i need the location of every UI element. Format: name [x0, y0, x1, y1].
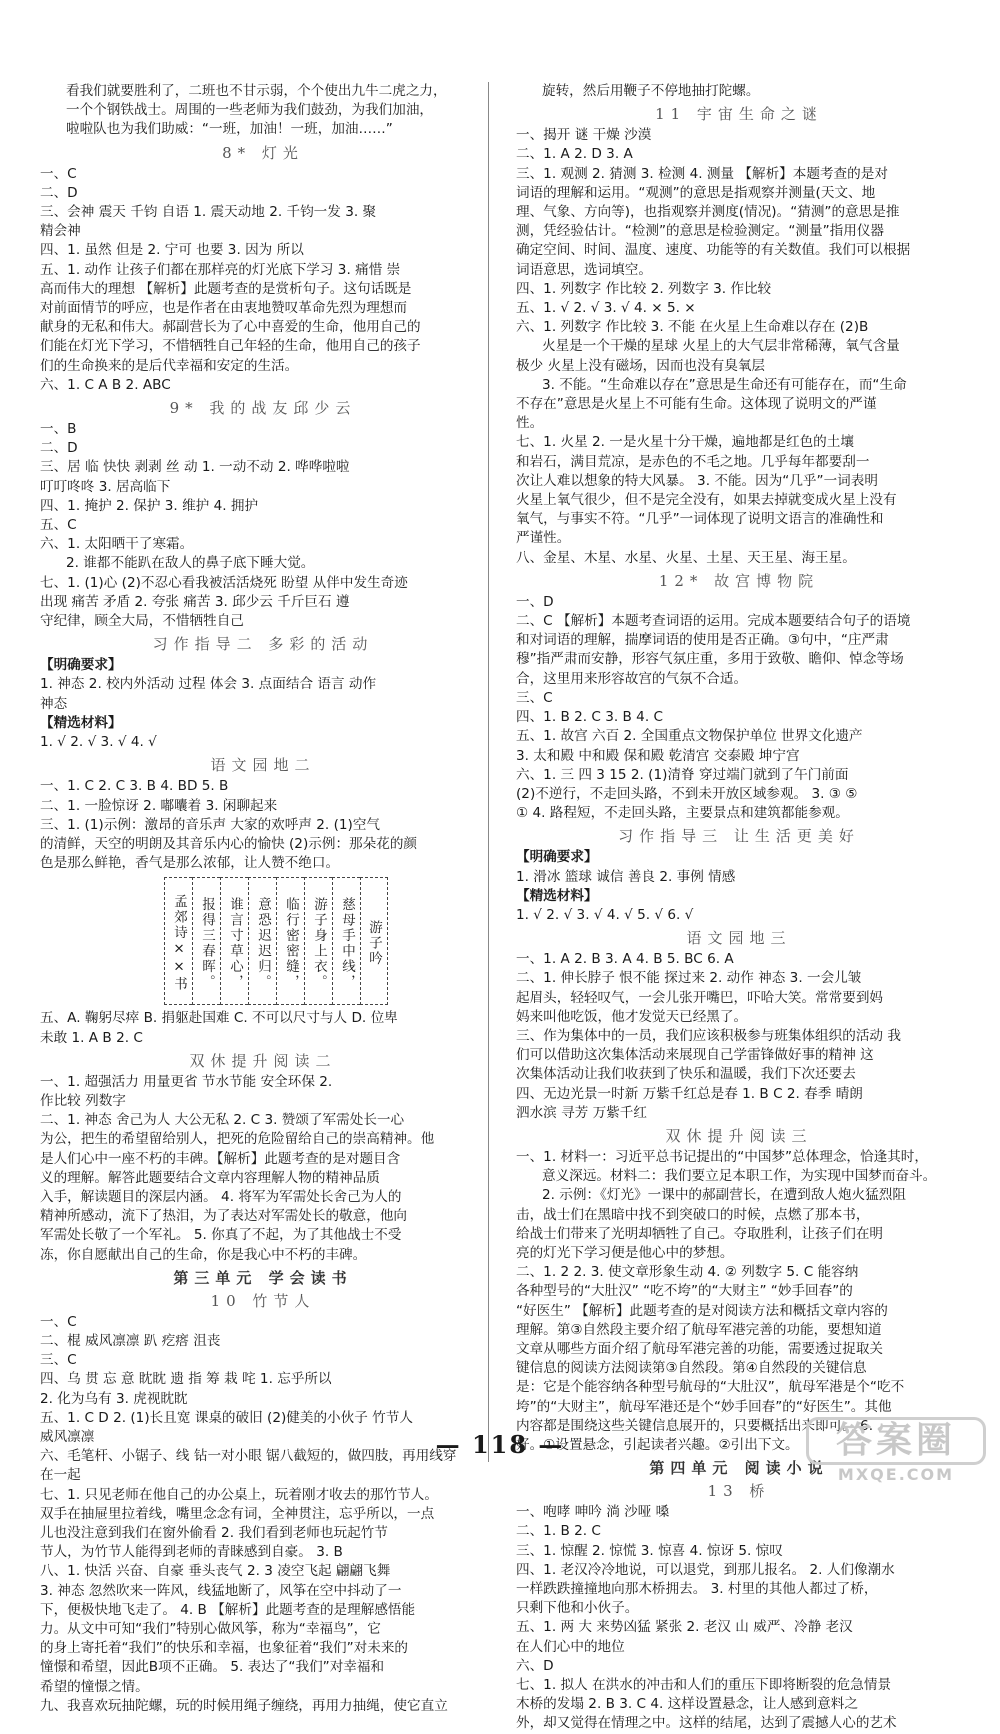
answer-line: 合，这里用来形容故宫的气氛不合适。 — [516, 670, 748, 687]
answer-line: 六、1. 列数字 作比较 3. 不能 在火星上生命难以存在 (2)B — [516, 319, 869, 336]
section-heading: 双休提升阅读三 — [665, 1126, 813, 1145]
answer-line: 四、乌 贯 忘 意 眈眈 遗 指 筹 栽 咤 1. 忘乎所以 — [40, 1371, 332, 1388]
answer-line: 二、1. 一脸惊讶 2. 嘟囔着 3. 闲聊起来 — [40, 797, 278, 814]
answer-line: 外，却又觉得在情理之中。这样的结尾，达到了震撼人心的艺术 — [516, 1715, 897, 1732]
answer-line: 四、1. 掩护 2. 保护 3. 维护 4. 拥护 — [40, 497, 259, 514]
answer-line: 节人，为竹节人能得到老师的青睐感到自豪。 3. B — [40, 1544, 343, 1561]
poem-grid — [164, 877, 486, 1005]
answer-line: 力。从文中可知“我们”特别心做风筝，称为“幸福鸟”，它 — [40, 1621, 381, 1637]
answer-line: 2. 示例：《灯光》一课中的郝副营长，在遭到敌人炮火猛烈阻 — [542, 1187, 906, 1204]
section-heading: 双休提升阅读二 — [189, 1051, 337, 1070]
answer-line: 内容都是围绕这些关键信息展开的，只要概括出来即可。 6. — [516, 1417, 874, 1434]
section-heading: 习作指导三 让生活更美好 — [618, 827, 860, 846]
answer-line: 3. 神态 忽然吹来一阵风，线猛地断了，风筝在空中抖动了一 — [40, 1582, 402, 1599]
poem-cell: 游子吟 — [360, 877, 388, 1005]
answer-line: 精神所感动，流下了热泪，为了表达对军需处长的敬意，他向 — [40, 1208, 408, 1225]
answer-line: 在人们心中的地位 — [516, 1638, 625, 1655]
answer-line: 一、1. 材料一：习近平总书记提出的“中国梦”总体理念，恰逢其时， — [516, 1148, 928, 1165]
answer-line: 一个个钢铁战士。周围的一些老师为我们鼓劲，为我们加油， — [66, 102, 434, 119]
answer-line: 是：它是个能容纳各种型号航母的“大肚汉”，航母军港是个“吃不 — [516, 1379, 905, 1396]
answer-line: 一、咆哮 呻吟 淌 沙哑 嗓 — [516, 1504, 670, 1521]
poem-cell: 临行密密缝， — [276, 877, 304, 1005]
answer-line: 双手在抽屉里拉着线，嘴里念念有词，全神贯注，忘乎所以，一点 — [40, 1505, 435, 1522]
answer-line: 七、1. 火星 2. 一是火星十分干燥，遍地都是红色的土壤 — [516, 434, 854, 451]
answer-line: 和岩石，满目荒凉，是赤色的不毛之地。几乎每年都要刮一 — [516, 453, 870, 470]
answer-line: 三、C — [40, 1352, 77, 1369]
answer-line: 起眉头，轻轻叹气，一会儿张开嘴巴，吓哈大笑。常常要到妈 — [516, 989, 884, 1006]
label-tag: 【精选材料】 — [40, 714, 122, 731]
answer-line: 意义深远。材料二：我们要立足本职工作，为实现中国梦而奋斗。 — [542, 1168, 937, 1185]
answer-line: 八、金星、木星、水星、火星、土星、天王星、海王星。 — [516, 549, 856, 566]
answer-line: 三、会神 震天 千钧 自语 1. 震天动地 2. 千钧一发 3. 聚 — [40, 204, 377, 221]
answer-line: 一、C — [40, 1313, 77, 1330]
answer-line: 四、1. 虽然 但是 2. 宁可 也要 3. 因为 所以 — [40, 242, 304, 259]
watermark-url: MXQE.COM — [837, 1465, 955, 1484]
answer-line: 们的生命换来的是后代幸福和安定的生活。 — [40, 357, 299, 374]
answer-line: 四、1. 老汉冷冷地说，可以退党，到那儿报名。 2. 人们像潮水 — [516, 1561, 895, 1578]
answer-line: 五、1. C D 2. (1)长且宽 课桌的破旧 (2)健美的小伙子 竹节人 — [40, 1409, 413, 1426]
answer-line: 守纪律，顾全大局，不惜牺牲自己 — [40, 613, 244, 630]
answer-line: 3. 太和殿 中和殿 保和殿 乾清宫 交泰殿 坤宁宫 — [516, 747, 800, 764]
answer-line: 七、1. 拟人 在洪水的冲击和人们的重压下即将断裂的危急情景 — [516, 1677, 892, 1694]
answer-line: 垮”的“大财主”，航母军港还是个“妙手回春”的“好医生”。其他 — [516, 1398, 892, 1415]
answer-line: 3. 不能。“生命难以存在”意思是生命还有可能存在，而“生命 — [542, 376, 907, 393]
answer-line: 二、1. 神态 舍己为人 大公无私 2. C 3. 赞颂了军需处长一心 — [40, 1112, 405, 1129]
answer-line: 精会神 — [40, 223, 81, 240]
label-tag: 【明确要求】 — [516, 849, 598, 866]
answer-line: 测，凭经验估计。“检测”的意思是检验测定。“测量”指用仪器 — [516, 223, 885, 240]
answer-line: 次集体活动让我们收获到了快乐和温暖，我们下次还要去 — [516, 1066, 856, 1083]
answer-line: 四、1. 列数字 作比较 2. 列数字 3. 作比较 — [516, 280, 772, 297]
answer-line: 击，战士们在黑暗中找不到突破口的时候，点燃了那本书， — [516, 1206, 870, 1223]
answer-line: 不存在”意思是火星上不可能有生命。这体现了说明文的严谨 — [516, 396, 877, 413]
answer-line: 好。①设置悬念，引起读者兴趣。②引出下文。 — [516, 1437, 799, 1453]
answer-line: 献身的无私和伟大。郝副营长为了心中喜爱的生命，他用自己的 — [40, 319, 421, 336]
answer-line: 2. 化为乌有 3. 虎视眈眈 — [40, 1390, 188, 1407]
answer-line: 冻，你自愿献出自己的生命，你是我心中不朽的丰碑。 — [40, 1246, 367, 1263]
answer-line: 旋转，然后用鞭子不停地抽打陀螺。 — [542, 83, 760, 99]
answer-line: 为公，把生的希望留给别人，把死的危险留给自己的崇高精神。他 — [40, 1131, 435, 1148]
answer-line: 三、居 临 快快 剥剥 丝 动 1. 一动不动 2. 哗哗啦啦 — [40, 459, 350, 476]
answer-line: 三、作为集体中的一员，我们应该积极参与班集体组织的活动 我 — [516, 1027, 901, 1044]
watermark-logo — [806, 1417, 986, 1483]
answer-line: 理解。第③自然段主要介绍了航母军港完善的功能，要想知道 — [516, 1321, 882, 1338]
answer-line: 火星上氧气很少，但不是完全没有，如果去掉就变成火星上没有 — [516, 492, 897, 509]
answer-line: 一、D — [516, 593, 554, 610]
answer-line: 一、1. 超强活力 用量更省 节水节能 安全环保 2. — [40, 1073, 333, 1090]
left-column — [40, 82, 486, 1716]
answer-line: 词语意思，选词填空。 — [516, 261, 652, 278]
answer-line: 四、无边光景一时新 万紫千红总是春 1. B C 2. 春季 晴朗 — [516, 1085, 863, 1102]
answer-line: 七、1. (1)心 (2)不忍心看我被活活烧死 盼望 从伴中发生奇迹 — [40, 574, 408, 591]
answer-line: 极少 火星上没有磁场，因而也没有臭氧层 — [516, 357, 766, 374]
answer-line: 三、1. 惊醒 2. 惊慌 3. 惊喜 4. 惊讶 5. 惊叹 — [516, 1542, 783, 1559]
answer-line: 一、1. C 2. C 3. B 4. BD 5. B — [40, 778, 229, 795]
answer-line: 木桥的发塌 2. B 3. C 4. 这样设置悬念，让人感到意料之 — [516, 1696, 858, 1713]
section-heading: 11 宇宙生命之谜 — [655, 105, 823, 124]
section-heading: 习作指导二 多彩的活动 — [152, 635, 374, 654]
answer-line: 和对词语的理解，揣摩词语的使用是否正确。③句中，“庄严肃 — [516, 632, 889, 649]
column-divider — [488, 82, 489, 1462]
answer-line: 六、1. C A B 2. ABC — [40, 376, 171, 393]
answer-line: 四、1. B 2. C 3. B 4. C — [516, 709, 663, 726]
page-number: — 118 — — [435, 1430, 565, 1459]
answer-line: 二、棍 威风凛凛 趴 疙瘩 沮丧 — [40, 1332, 221, 1349]
answer-line: 五、1. √ 2. √ 3. √ 4. × 5. × — [516, 300, 696, 317]
answer-line: 次让人难以想象的特大风暴。 3. 不能。因为“几乎”一词表明 — [516, 472, 878, 489]
answer-line: 高而伟大的理想 【解析】此题考查的是赏析句子。这句话既是 — [40, 280, 412, 297]
answer-line: 下，便极快地飞走了。 4. B 【解析】此题考查的是理解感悟能 — [40, 1601, 416, 1618]
answer-line: 文章从哪些方面介绍了航母军港完善的功能，需要透过捉取关 — [516, 1340, 884, 1357]
answer-line: 各种型号的“大肚汉” “吃不垮”的“大财主” “妙手回春”的 — [516, 1283, 853, 1300]
answer-line: 未敢 1. A B 2. C — [40, 1029, 143, 1046]
answer-line: (2)不逆行，不走回头路，不到未开放区域参观。 3. ③ ⑤ — [516, 785, 858, 802]
answer-line: 一、1. A 2. B 3. A 4. B 5. BC 6. A — [516, 951, 734, 968]
section-heading: 8* 灯光 — [222, 143, 304, 162]
answer-line: 二、D — [40, 184, 78, 201]
answer-line: 色是那么鲜艳，香气是那么浓郁，让人赞不绝口。 — [40, 855, 340, 872]
answer-line: 儿也没注意到我们在窗外偷看 2. 我们看到老师也玩起竹节 — [40, 1524, 388, 1541]
answer-line: 出现 痛苦 矛盾 2. 夸张 痛苦 3. 邱少云 千斤巨石 遵 — [40, 593, 350, 610]
answer-line: 义的理解。解答此题要结合文章内容理解人物的精神品质 — [40, 1169, 380, 1186]
answer-line: 键信息的阅读方法阅读第③自然段。第④自然段的关键信息 — [516, 1360, 867, 1377]
answer-line: 给战士们带来了光明却牺牲了自己。夺取胜利，让孩子们在明 — [516, 1225, 884, 1242]
poem-cell: 游子身上衣。 — [304, 877, 332, 1005]
answer-line: 二、1. B 2. C — [516, 1523, 601, 1540]
answer-line: 六、1. 三 四 3 15 2. (1)清脊 穿过端门就到了午门前面 — [516, 766, 849, 783]
answer-line: 六、1. 太阳晒干了寒霜。 — [40, 536, 194, 553]
answer-line: 2. 谁都不能趴在敌人的鼻子底下睡大觉。 — [66, 555, 315, 572]
answer-line: 是人们心中一座不朽的丰碑。【解析】此题考查的是对题目含 — [40, 1150, 401, 1167]
answer-line: 妈来叫他吃饭，他才发觉天已经黑了。 — [516, 1008, 748, 1025]
answer-line: 二、1. 伸长脖子 恨不能 探过来 2. 动作 神态 3. 一会儿皱 — [516, 970, 862, 987]
answer-line: 在一起 — [40, 1467, 81, 1484]
answer-line: 二、C 【解析】本题考查词语的运用。完成本题要结合句子的语境 — [516, 613, 911, 630]
answer-line: 五、1. 故宫 六百 2. 全国重点文物保护单位 世界文化遗产 — [516, 728, 863, 745]
answer-line: 五、A. 鞠躬尽瘁 B. 捐躯赴国难 C. 不可以尺寸与人 D. 位卑 — [40, 1010, 398, 1027]
section-heading: 9* 我的战友邱少云 — [169, 399, 357, 418]
poem-cell: 慈母手中线， — [332, 877, 360, 1005]
poem-cell: 谁言寸草心， — [220, 877, 248, 1005]
answer-line: 一、揭开 谜 干燥 沙漠 — [516, 127, 652, 144]
answer-line: 作比较 列数字 — [40, 1092, 126, 1109]
section-heading: 语文园地三 — [686, 929, 792, 948]
answer-line: ① 4. 路程短，不走回头路，主要景点和建筑都能参观。 — [516, 805, 849, 822]
label-tag: 【明确要求】 — [40, 657, 122, 674]
answer-line: 三、1. 观测 2. 猜测 3. 检测 4. 测量 【解析】本题考查的是对 — [516, 165, 888, 182]
answer-line: 三、C — [516, 689, 553, 706]
section-heading: 13 桥 — [707, 1482, 771, 1501]
answer-line: 希望的憧憬之情。 — [40, 1678, 149, 1695]
answer-line: 六、D — [516, 1657, 554, 1674]
answer-line: 1. 神态 2. 校内外活动 过程 体会 3. 点面结合 语言 动作 — [40, 676, 377, 693]
answer-line: 九、我喜欢玩抽陀螺，玩的时候用绳子缠绕，再用力抽绳，使它直立 — [40, 1697, 448, 1714]
answer-line: 氧气，与事实不符。“几乎”一词体现了说明文语言的准确性和 — [516, 511, 884, 528]
answer-line: 军需处长敬了一个军礼。 5. 你真了不起，为了其他战士不受 — [40, 1227, 402, 1244]
answer-line: 们能在灯光下学习，不惜牺牲自己年轻的生命，他用自己的孩子 — [40, 338, 421, 355]
answer-line: 威风凛凛 — [40, 1428, 95, 1445]
answer-line: 严谨性。 — [516, 530, 571, 547]
answer-line: 啦啦队也为我们助威：“一班，加油！一班，加油……” — [66, 121, 393, 138]
answer-line: 泗水滨 寻芳 万紫千红 — [516, 1104, 647, 1121]
poem-cell: 报得三春晖。 — [192, 877, 220, 1005]
answer-line: 憧憬和希望，因此B项不正确。 5. 表达了“我们”对幸福和 — [40, 1659, 385, 1676]
answer-line: 性。 — [516, 415, 544, 432]
answer-line: 们可以借助这次集体活动来展现自己学雷锋做好事的精神 这 — [516, 1047, 874, 1064]
answer-line: 五、C — [40, 517, 77, 534]
watermark-logo-text: 答案圈 — [806, 1417, 986, 1465]
answer-line: 五、1. 两 大 来势凶猛 紧张 2. 老汉 山 威严、冷静 老汉 — [516, 1619, 853, 1636]
answer-line: 七、1. 只见老师在他自己的办公桌上，玩着刚才收去的那竹节人。 — [40, 1486, 438, 1503]
answer-line: 五、1. 动作 让孩子们都在那样亮的灯光底下学习 3. 痛惜 崇 — [40, 261, 401, 278]
answer-line: 理、气象、方向等)，也指观察并测度(情况)。“猜测”的意思是推 — [516, 204, 900, 221]
right-column — [516, 82, 962, 1734]
answer-line: 确定空间、时间、温度、速度、功能等的有关数值。我们可以根据 — [516, 242, 911, 259]
answer-line: 只剩下他和小伙子。 — [516, 1600, 639, 1617]
section-heading: 10 竹节人 — [210, 1291, 316, 1310]
answer-line: 对前面情节的呼应，也是作者在由衷地赞叹革命先烈为理想而 — [40, 300, 408, 317]
answer-line: 二、D — [40, 440, 78, 457]
answer-line: 的身上寄托着“我们”的快乐和幸福，也象征着“我们”对未来的 — [40, 1640, 409, 1657]
answer-line: 穆”指严肃而安静，形容气氛庄重，多用于致敬、瞻仰、悼念等场 — [516, 651, 904, 668]
answer-line: 火星是一个干燥的星球 火星上的大气层非常稀薄，氧气含量 — [542, 338, 900, 355]
answer-line: 1. √ 2. √ 3. √ 4. √ — [40, 734, 157, 751]
unit-heading: 第四单元 阅读小说 — [649, 1459, 829, 1478]
answer-line: 一样跌跌撞撞地向那木桥拥去。 3. 村里的其他人都过了桥， — [516, 1581, 878, 1598]
answer-line: 二、1. 2 2. 3. 使文章形象生动 4. ② 列数字 5. C 能容纳 — [516, 1264, 859, 1281]
answer-line: 看我们就要胜利了，二班也不甘示弱，个个使出九牛二虎之力， — [66, 83, 447, 99]
answer-line: 一、C — [40, 165, 77, 182]
section-heading: 12* 故宫博物院 — [658, 571, 820, 590]
label-tag: 【精选材料】 — [516, 887, 598, 904]
section-heading: 语文园地二 — [210, 756, 316, 775]
poem-cell: 意恐迟迟归。 — [248, 877, 276, 1005]
answer-line: 八、1. 快活 兴奋、自豪 垂头丧气 2. 3 凌空飞起 翩翩飞舞 — [40, 1563, 391, 1580]
answer-line: 二、1. A 2. D 3. A — [516, 146, 633, 163]
answer-line: 亮的灯光下学习便是他心中的梦想。 — [516, 1244, 734, 1261]
poem-cell: 孟郊诗××书 — [164, 877, 192, 1005]
answer-line: 1. √ 2. √ 3. √ 4. √ 5. √ 6. √ — [516, 906, 694, 923]
answer-line: 三、1. (1)示例：激昂的音乐声 大家的欢呼声 2. (1)空气 — [40, 816, 381, 833]
answer-line: 六、毛笔杆、小锯子、线 钻一对小眼 锯八截短的，做四肢，再用线穿 — [40, 1448, 457, 1465]
answer-line: 一、B — [40, 421, 77, 438]
answer-line: 叮叮咚咚 3. 居高临下 — [40, 478, 171, 495]
answer-line: 神态 — [40, 695, 68, 712]
answer-line: 词语的理解和运用。“观测”的意思是指观察并测量(天文、地 — [516, 184, 876, 201]
unit-heading: 第三单元 学会读书 — [173, 1268, 353, 1287]
answer-line: 入手，解读题目的深层内涵。 4. 将军为军需处长舍己为人的 — [40, 1188, 402, 1205]
answer-line: 1. 滑冰 篮球 诚信 善良 2. 事例 情感 — [516, 868, 736, 885]
answer-line: 的清鲜，天空的明朗及其音乐内心的愉快 (2)示例：那朵花的颜 — [40, 835, 418, 852]
answer-line: “好医生” 【解析】此题考查的是对阅读方法和概括文章内容的 — [516, 1302, 888, 1319]
